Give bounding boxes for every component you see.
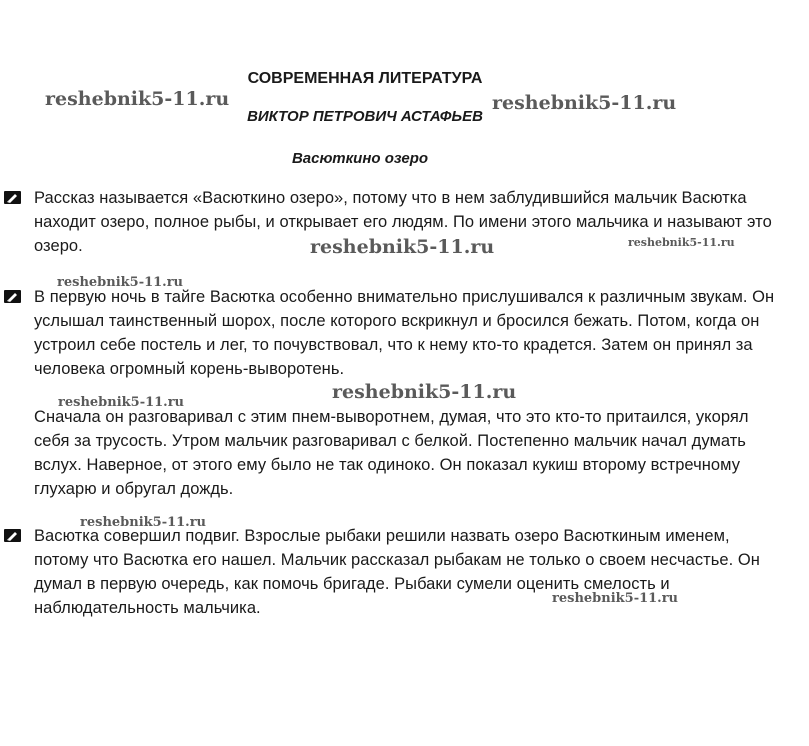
answer-paragraph-2: В первую ночь в тайге Васютка особенно внимательно прислушивался к различным звукам. Он услышал таинственный шорох, после которого вскрикнул и бросился бежать. Потом, когда он устроил себе постель и лег, то почувствовал, что к нему кто-то крадется. Затем он принял за человека огромный корень-выворотень.	[34, 288, 775, 378]
answer-paragraph-3: Сначала он разговаривал с этим пнем-выворотнем, думая, что это кто-то притаился, укорял себя за трусость. Утром мальчик разговаривал с белкой. Постепенно мальчик начал думать вслух. Наверное, от этого ему было не так одиноко. Он показал кукиш второму встречному глухарю и обругал дождь.	[34, 408, 749, 498]
watermark: reshebnik5-11.ru	[628, 236, 735, 249]
watermark: reshebnik5-11.ru	[58, 395, 185, 410]
watermark: reshebnik5-11.ru	[492, 92, 677, 114]
pencil-note-icon	[4, 191, 21, 204]
pencil-note-icon	[4, 290, 21, 303]
watermark: reshebnik5-11.ru	[57, 275, 184, 290]
watermark: reshebnik5-11.ru	[552, 591, 679, 606]
author-name: ВИКТОР ПЕТРОВИЧ АСТАФЬЕВ	[247, 108, 483, 125]
answer-paragraph-4: Васютка совершил подвиг. Взрослые рыбаки решили назвать озеро Васюткиным именем, потому что Васютка его нашел. Мальчик рассказал рыбакам не только о своем несчастье. Он думал в первую очередь, как помочь бригаде. Рыбаки сумели оценить смелость и наблюдательность мальчика.	[34, 527, 760, 617]
answer-paragraph-1: Рассказ называется «Васюткино озеро», потому что в нем заблудившийся мальчик Васютка находит озеро, полное рыбы, и открывает его людям. По имени этого мальчика и называют это озеро.	[34, 189, 772, 255]
watermark: reshebnik5-11.ru	[45, 88, 230, 110]
story-title: Васюткино озеро	[291, 150, 429, 167]
watermark: reshebnik5-11.ru	[80, 515, 207, 530]
watermark: reshebnik5-11.ru	[332, 381, 517, 403]
watermark: reshebnik5-11.ru	[310, 236, 495, 258]
section-title: СОВРЕМЕННАЯ ЛИТЕРАТУРА	[247, 70, 483, 87]
pencil-note-icon	[4, 529, 21, 542]
